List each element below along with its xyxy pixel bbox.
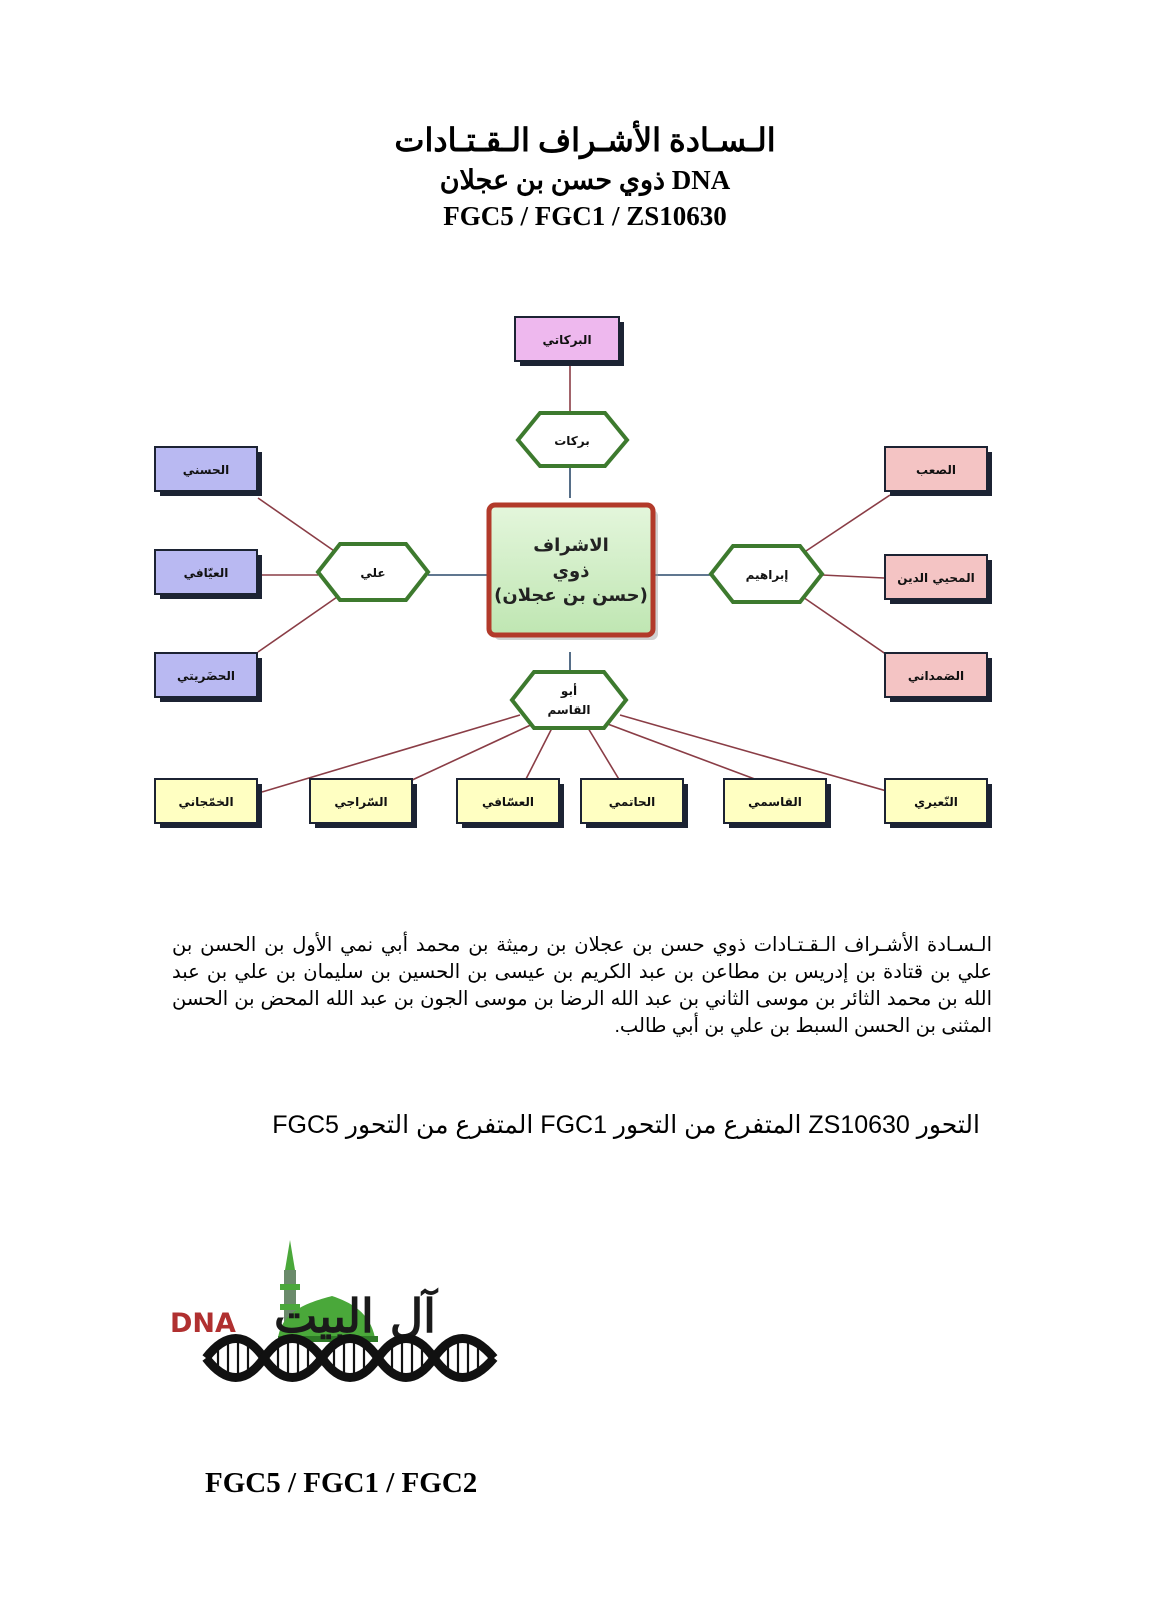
box-right-2 <box>885 555 992 604</box>
box-bottom-1-label: الخمّجاني <box>178 795 234 809</box>
center-line-3: (حسن بن عجلان) <box>494 585 648 606</box>
center-line-1: الاشراف <box>533 535 609 556</box>
hex-right-label: إبراهيم <box>745 568 789 582</box>
box-right-1-label: الصعب <box>916 463 956 477</box>
link-left-3 <box>258 595 340 652</box>
box-bottom-3-label: العسّافي <box>481 795 535 809</box>
hex-right <box>711 546 822 602</box>
box-top-label: البركاتي <box>542 333 592 347</box>
box-right-3-label: الصَمداني <box>907 669 965 683</box>
page-title: الـسـادة الأشـراف الـقـتـادات <box>394 122 776 158</box>
box-left-2 <box>155 550 262 599</box>
box-right-1 <box>885 447 992 496</box>
al-bayt-dna-logo <box>170 1240 530 1460</box>
mutation-line: التحور ZS10630 المتفرع من التحور FGC1 المتفرع من التحور FGC5 <box>272 1111 980 1139</box>
link-bottom-4 <box>588 728 620 781</box>
box-bottom-6-label: النّعيري <box>914 795 958 809</box>
box-left-3 <box>155 653 262 702</box>
box-left-3-label: الحضَريتي <box>176 669 236 683</box>
lineage-diagram <box>0 300 1170 860</box>
box-left-1-label: الحسني <box>182 463 230 477</box>
box-bottom-5-label: القاسمي <box>748 795 802 809</box>
box-bottom-4-label: الحاتمي <box>608 795 656 809</box>
hex-left-label: علي <box>360 566 386 580</box>
box-bottom-4 <box>581 779 688 828</box>
hex-top <box>518 413 627 466</box>
link-right-1 <box>800 495 890 555</box>
link-right-3 <box>800 595 890 657</box>
link-bottom-3 <box>525 728 552 781</box>
hex-bottom-label-1: أبو <box>560 684 578 698</box>
box-right-3 <box>885 653 992 702</box>
box-top <box>515 317 624 366</box>
link-bottom-5 <box>605 723 760 781</box>
logo-arabic-name: آل البيت <box>274 1289 436 1343</box>
footer-haplogroups: FGC5 / FGC1 / FGC2 <box>205 1467 478 1499</box>
page-header <box>0 120 1170 234</box>
box-bottom-5 <box>724 779 831 828</box>
hex-left <box>318 544 428 600</box>
hex-bottom-label-2: القاسم <box>547 703 591 717</box>
link-left-1 <box>258 498 340 555</box>
hex-top-label: بركات <box>554 434 590 448</box>
box-right-2-label: المحيي الدين <box>897 571 975 585</box>
center-line-2: ذوي <box>552 561 590 582</box>
box-bottom-2 <box>310 779 417 828</box>
link-right-2 <box>822 575 884 578</box>
box-bottom-3 <box>457 779 564 828</box>
center-node <box>489 505 658 640</box>
page-subtitle: ذوي حسن بن عجلان DNA <box>439 165 731 195</box>
box-left-2-label: العيّافي <box>183 566 229 580</box>
dna-helix-icon <box>206 1339 494 1378</box>
box-left-1 <box>155 447 262 496</box>
lineage-paragraph: الـسـادة الأشـراف الـقـتـادات ذوي حسن بن عجلان بن رميثة بن محمد أبي نمي الأول بن الحسن بن علي بن قتادة بن إدريس بن مطاعن بن عبد الكريم بن عيسى بن الحسين بن سليمان بن علي بن عبد الله بن محمد الثائر بن موسى الثاني بن عبد الله الرضا بن موسى الجون بن عبد الله المحض بن الحسن المثنى بن الحسن السبط بن علي بن أبي طالب. <box>172 934 992 1037</box>
box-bottom-2-label: السّراجي <box>334 795 388 809</box>
link-bottom-2 <box>410 723 535 781</box>
haplogroup-line: FGC5 / FGC1 / ZS10630 <box>443 201 727 231</box>
logo-dna-label: DNA <box>170 1308 236 1339</box>
box-bottom-6 <box>885 779 992 828</box>
hex-bottom <box>512 672 626 728</box>
box-bottom-1 <box>155 779 262 828</box>
